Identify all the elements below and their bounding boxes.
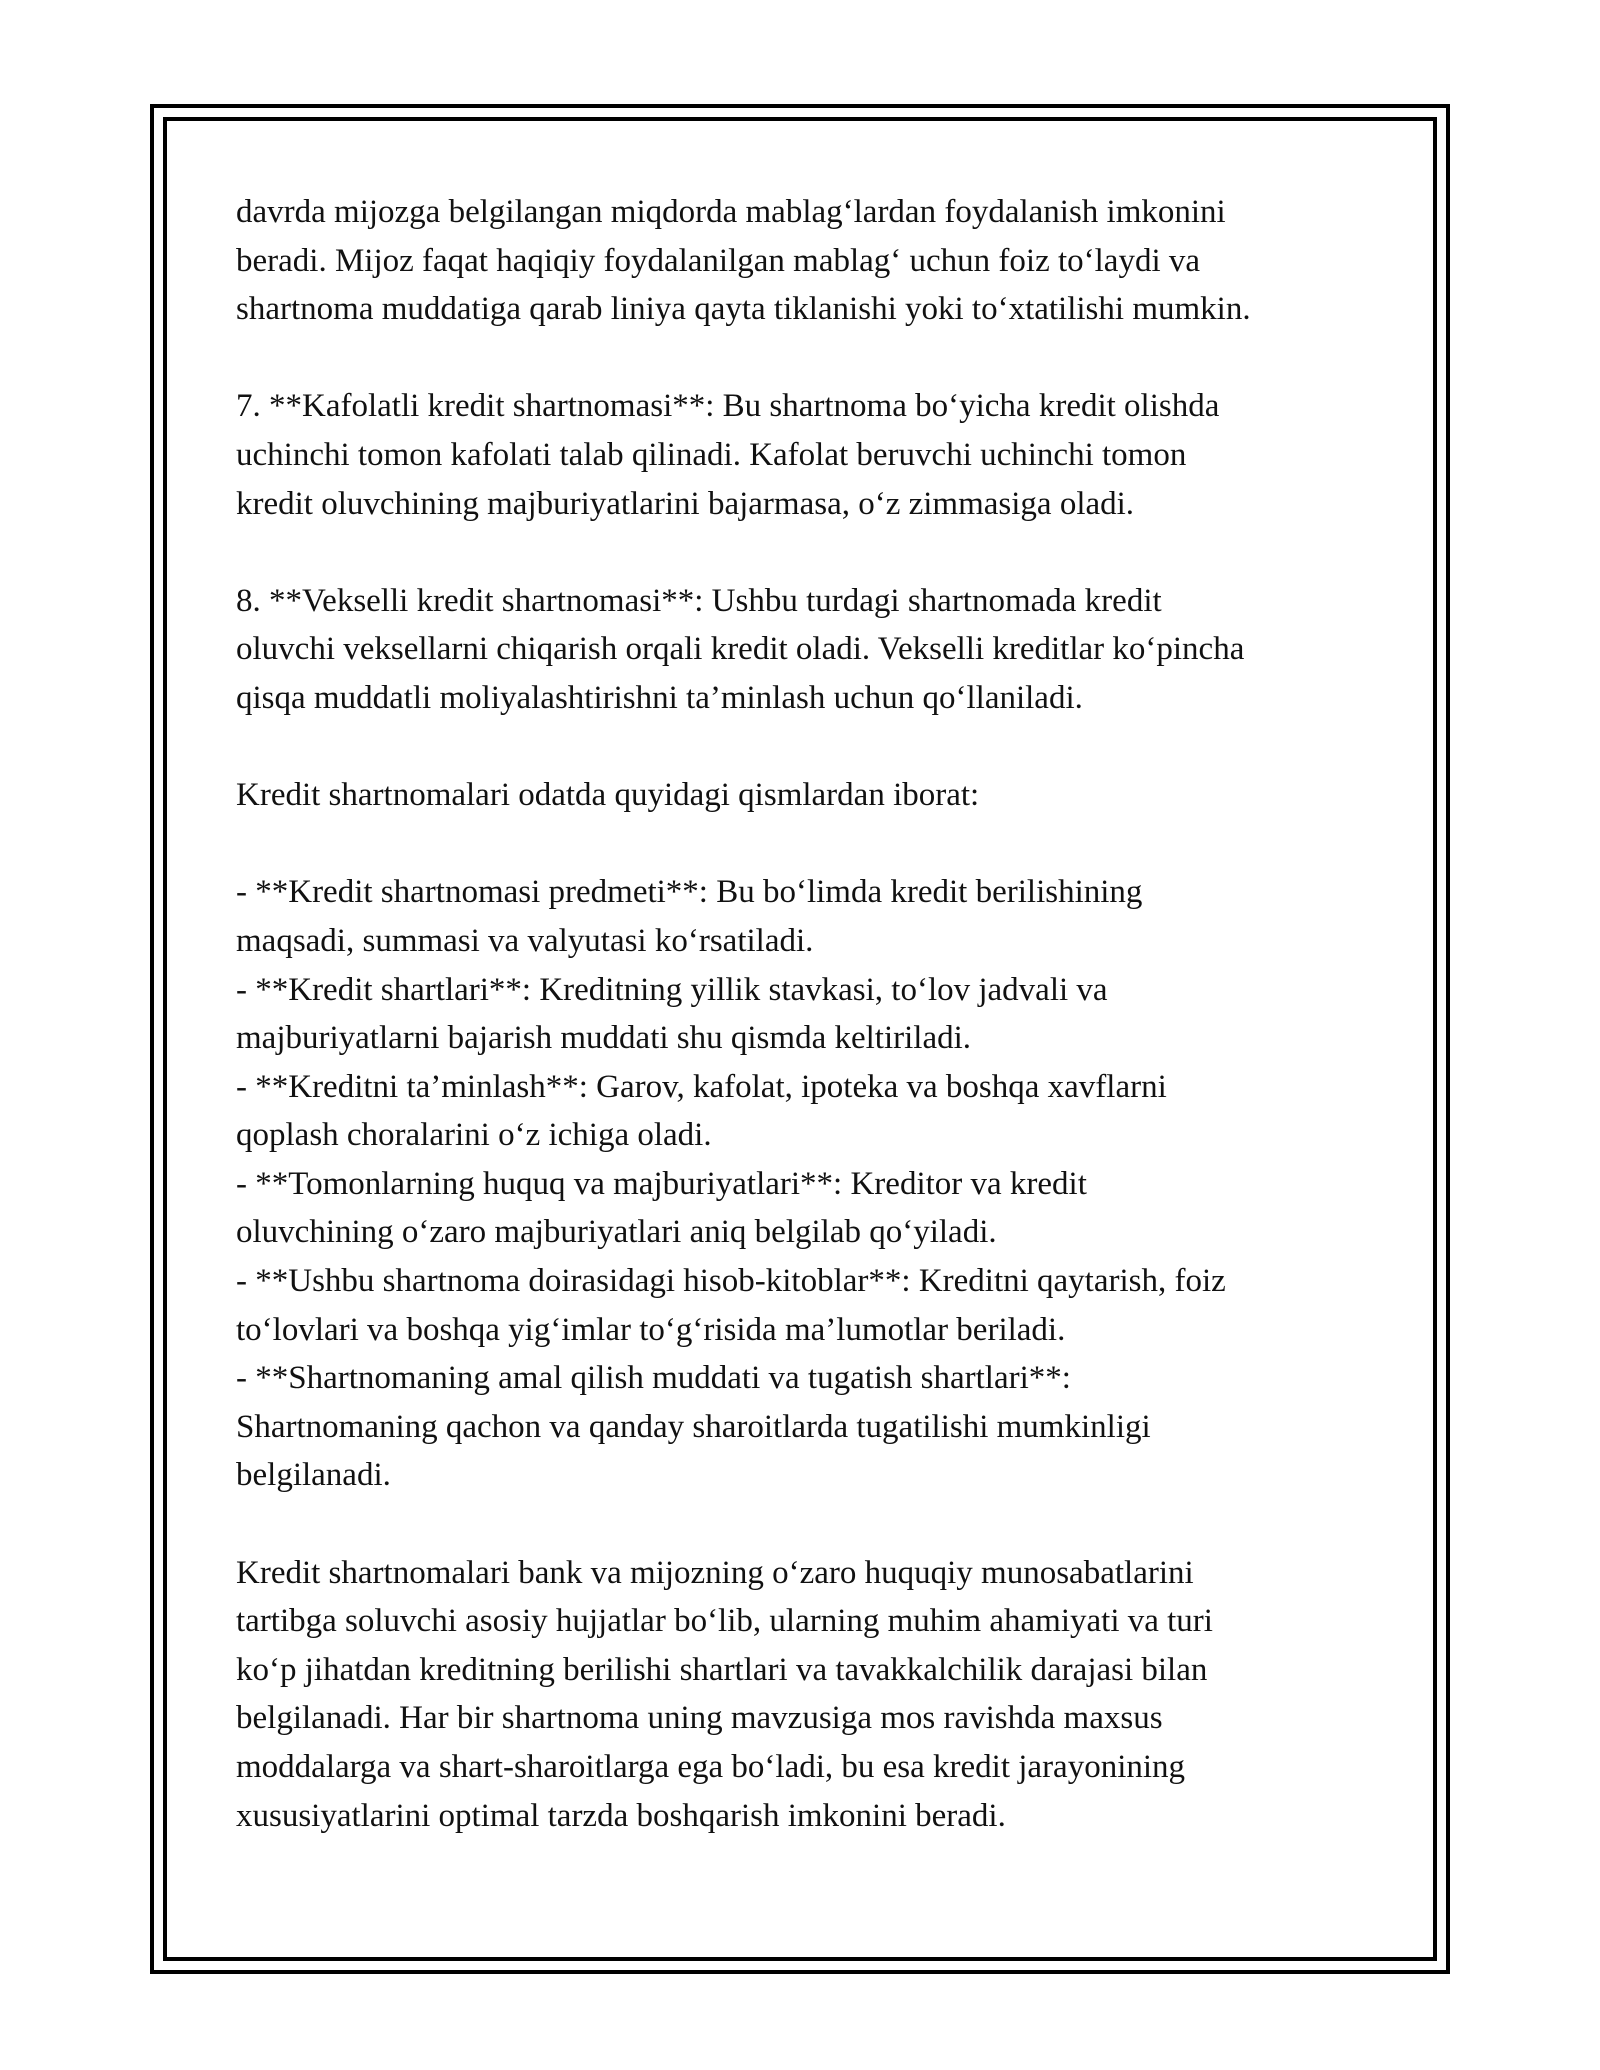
text-line: xususiyatlarini optimal tarzda boshqarish imkonini beradi.	[236, 1797, 1006, 1834]
list-item-line: belgilanadi.	[236, 1457, 391, 1494]
text-line: Kredit shartnomalari odatda quyidagi qismlardan iborat:	[236, 777, 980, 814]
list-item-line: to‘lovlari va boshqa yig‘imlar to‘g‘risida ma’lumotlar beriladi.	[236, 1311, 1066, 1348]
text-line: oluvchi veksellarni chiqarish orqali kredit oladi. Vekselli kreditlar ko‘pincha	[236, 631, 1245, 668]
list-item-line: - **Kredit shartlari**: Kreditning yillik stavkasi, to‘lov jadvali va	[236, 971, 1108, 1008]
paragraph-bill-credit-agreement	[236, 577, 1376, 723]
text-line: shartnoma muddatiga qarab liniya qayta tiklanishi yoki to‘xtatilishi mumkin.	[236, 291, 1251, 328]
list-item-line: - **Kreditni ta’minlash**: Garov, kafolat, ipoteka va boshqa xavflarni	[236, 1068, 1167, 1105]
text-line: 7. **Kafolatli kredit shartnomasi**: Bu shartnoma bo‘yicha kredit olishda	[236, 388, 1220, 425]
list-item-line: - **Shartnomaning amal qilish muddati va tugatish shartlari**:	[236, 1360, 1071, 1397]
paragraph-credit-line-continuation	[236, 188, 1376, 334]
list-item-line: qoplash choralarini o‘z ichiga oladi.	[236, 1117, 712, 1154]
paragraph-guarantee-credit-agreement	[236, 382, 1376, 528]
list-item-line: Shartnomaning qachon va qanday sharoitlarda tugatilishi mumkinligi	[236, 1408, 1151, 1445]
text-line: moddalarga va shart-sharoitlarga ega bo‘ladi, bu esa kredit jarayonining	[236, 1749, 1186, 1785]
text-line: uchinchi tomon kafolati talab qilinadi. Kafolat beruvchi uchinchi tomon	[236, 436, 1187, 473]
text-line: 8. **Vekselli kredit shartnomasi**: Ushbu turdagi shartnomada kredit	[236, 582, 1162, 619]
text-line: Kredit shartnomalari bank va mijozning o‘zaro huquqiy munosabatlarini	[236, 1554, 1194, 1591]
list-item-line: oluvchining o‘zaro majburiyatlari aniq belgilab qo‘yiladi.	[236, 1214, 997, 1251]
list-item-line: majburiyatlarni bajarish muddati shu qismda keltiriladi.	[236, 1020, 972, 1057]
text-line: beradi. Mijoz faqat haqiqiy foydalanilgan mablag‘ uchun foiz to‘laydi va	[236, 242, 1201, 279]
text-line: ko‘p jihatdan kreditning berilishi shartlari va tavakkalchilik darajasi bilan	[236, 1651, 1208, 1688]
text-line: kredit oluvchining majburiyatlarini bajarmasa, o‘z zimmasiga oladi.	[236, 485, 1135, 522]
text-line: davrda mijozga belgilangan miqdorda mablag‘lardan foydalanish imkonini	[236, 194, 1226, 230]
text-line: qisqa muddatli moliyalashtirishni ta’minlash uchun qo‘llaniladi.	[236, 679, 1083, 716]
list-item-line: - **Ushbu shartnoma doirasidagi hisob-kitoblar**: Kreditni qaytarish, foiz	[236, 1263, 1226, 1300]
list-item-line: - **Tomonlarning huquq va majburiyatlari**: Kreditor va kredit	[236, 1165, 1087, 1202]
text-line: belgilanadi. Har bir shartnoma uning mavzusiga mos ravishda maxsus	[236, 1700, 1163, 1737]
document-body	[236, 188, 1376, 1840]
paragraph-conclusion	[236, 1549, 1376, 1841]
paragraph-agreement-parts-intro	[236, 771, 1376, 820]
list-item-line: maqsadi, summasi va valyutasi ko‘rsatiladi.	[236, 922, 814, 959]
text-line: tartibga soluvchi asosiy hujjatlar bo‘lib, ularning muhim ahamiyati va turi	[236, 1603, 1213, 1640]
list-item-line: - **Kredit shartnomasi predmeti**: Bu bo‘limda kredit berilishining	[236, 874, 1143, 911]
list-agreement-parts	[236, 868, 1376, 1500]
